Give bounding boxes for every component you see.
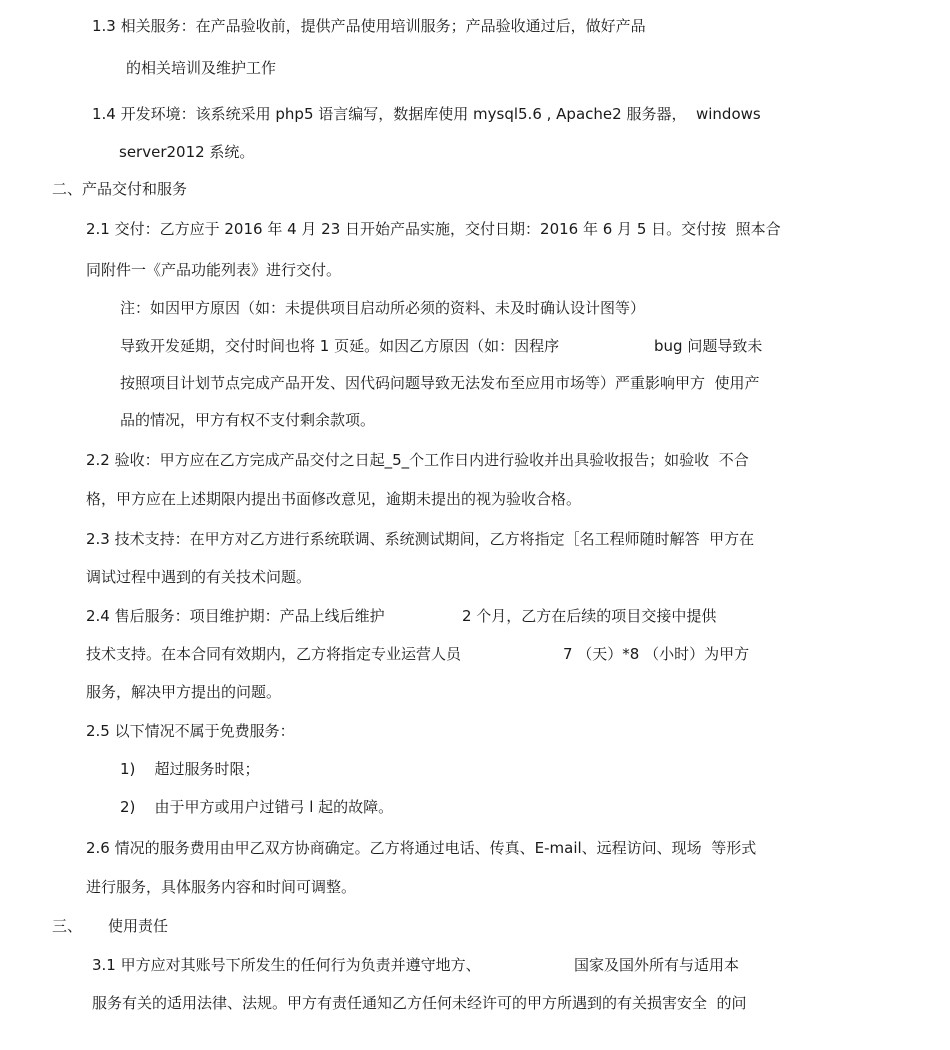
section-heading: 二、产品交付和服务 (52, 180, 188, 198)
text-line: bug 问题导致未 (654, 337, 763, 355)
text-line: 1.3 相关服务：在产品验收前，提供产品使用培训服务；产品验收通过后，做好产品 (92, 17, 646, 35)
text-line: 2.2 验收：甲方应在乙方完成产品交付之日起_5_个工作日内进行验收并出具验收报告；如验收 不合 (86, 451, 749, 469)
text-line: server2012 系统。 (119, 143, 255, 161)
text-line: 2.1 交付：乙方应于 2016 年 4 月 23 日开始产品实施，交付日期：2016 年 6 月 5 日。交付按 照本合 (86, 220, 781, 238)
text-line: 2.4 售后服务：项目维护期：产品上线后维护 (86, 607, 385, 625)
text-line: 国家及国外所有与适用本 (574, 956, 740, 974)
section-heading: 使用责任 (108, 917, 169, 935)
text-line: 7 （天）*8 （小时）为甲方 (563, 645, 750, 663)
text-line: 注：如因甲方原因（如：未提供项目启动所必须的资料、未及时确认设计图等） (120, 299, 646, 317)
text-line: 进行服务，具体服务内容和时间可调整。 (86, 878, 357, 896)
text-line: 3.1 甲方应对其账号下所发生的任何行为负责并遵守地方、 (92, 956, 481, 974)
text-line: 按照项目计划节点完成产品开发、因代码问题导致无法发布至应用市场等）严重影响甲方 使用产 (120, 374, 760, 392)
list-item: 2) 由于甲方或用户过错弓 l 起的故障。 (120, 798, 394, 816)
list-item: 1) 超过服务时限； (120, 760, 260, 778)
text-line: 服务有关的适用法律、法规。甲方有责任通知乙方任何未经许可的甲方所遇到的有关损害安全 的问 (92, 994, 747, 1012)
text-line: 的相关培训及维护工作 (126, 59, 277, 77)
text-line: 1.4 开发环境：该系统采用 php5 语言编写，数据库使用 mysql5.6 , Apache2 服务器， windows (92, 105, 761, 123)
text-line: 服务，解决甲方提出的问题。 (86, 683, 282, 701)
text-line: 2 个月，乙方在后续的项目交接中提供 (462, 607, 717, 625)
text-line: 2.3 技术支持：在甲方对乙方进行系统联调、系统测试期间，乙方将指定［名工程师随时解答 甲方在 (86, 530, 755, 548)
text-line: 格，甲方应在上述期限内提出书面修改意见，逾期未提出的视为验收合格。 (86, 490, 582, 508)
text-line: 品的情况，甲方有权不支付剩余款项。 (120, 411, 376, 429)
text-line: 2.6 情况的服务费用由甲乙双方协商确定。乙方将通过电话、传真、E-mail、远程访问、现场 等形式 (86, 839, 757, 857)
text-line: 2.5 以下情况不属于免费服务： (86, 722, 295, 740)
section-number: 三、 (52, 917, 83, 935)
text-line: 调试过程中遇到的有关技术问题。 (86, 568, 312, 586)
text-line: 技术支持。在本合同有效期内，乙方将指定专业运营人员 (86, 645, 462, 663)
text-line: 同附件一《产品功能列表》进行交付。 (86, 261, 342, 279)
text-line: 导致开发延期，交付时间也将 1 页延。如因乙方原因（如：因程序 (120, 337, 560, 355)
